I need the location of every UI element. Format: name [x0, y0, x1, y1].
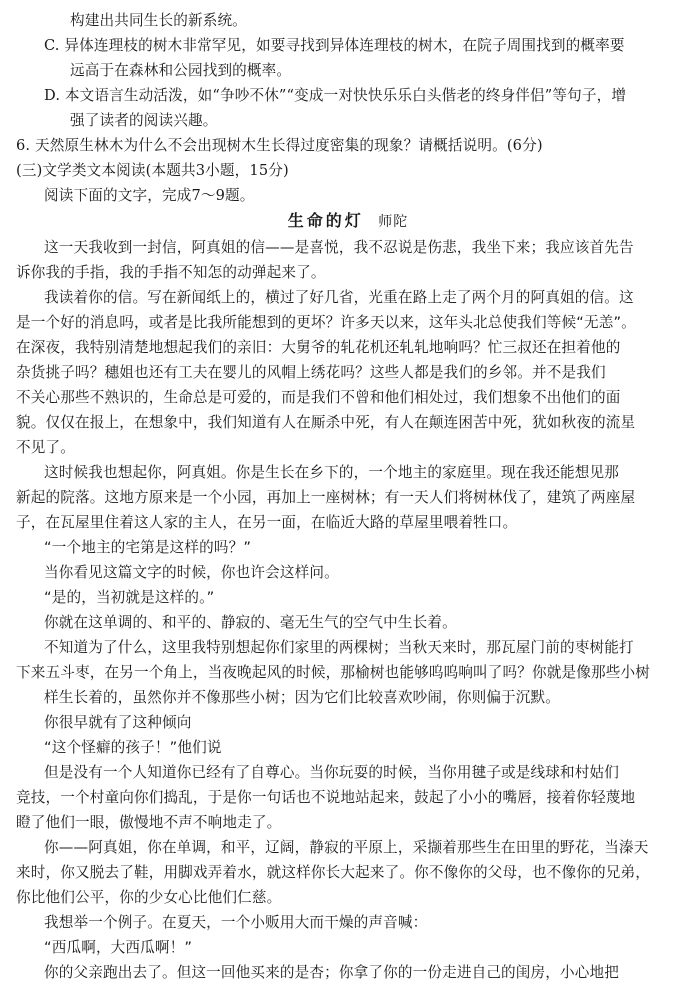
option-b-continuation: 构建出共同生长的新系统。	[70, 12, 247, 29]
article-line: 是一个好的消息吗，或者是比我所能想到的更坏？许多天以来，这年头北总使我们等候“无恙”。	[16, 314, 636, 331]
article-title: 生命的灯	[287, 211, 364, 230]
article-line: 诉你我的手指，我的手指不知怎的动弹起来了。	[16, 264, 326, 281]
article-line: 新起的院落。这地方原来是一个小园，再加上一座树林；有一天人们将树林伐了，建筑了两座屋	[16, 489, 636, 506]
option-c-line-1: C. 异体连理枝的树木非常罕见，如要寻找到异体连理枝的树木，在院子周围找到的概率要	[44, 37, 625, 54]
article-line: 瞪了他们一眼，傲慢地不声不响地走了。	[16, 814, 282, 831]
article-line: “一个地主的宅第是这样的吗？”	[44, 539, 252, 556]
article-line: “这个怪癖的孩子！”他们说	[44, 739, 222, 756]
question-6: 6. 天然原生林木为什么不会出现树木生长得过度密集的现象？请概括说明。(6分)	[16, 137, 543, 154]
article-line: 但是没有一个人知道你已经有了自尊心。当你玩耍的时候，当你用毽子或是线球和村姑们	[44, 764, 620, 781]
article-line: 不知道为了什么，这里我特别想起你们家里的两棵树；当秋天来时，那瓦屋门前的枣树能打	[44, 639, 634, 656]
article-line: 当你看见这篇文字的时候，你也许会这样问。	[44, 564, 339, 581]
article-line: 我想举一个例子。在夏天，一个小贩用大而干燥的声音喊：	[44, 914, 428, 931]
article-line: “西瓜啊，大西瓜啊！”	[44, 939, 193, 956]
section-3-instruction: 阅读下面的文字，完成7～9题。	[44, 187, 255, 204]
article-line: 这时候我也想起你，阿真姐。你是生长在乡下的，一个地主的家庭里。现在我还能想见那	[44, 464, 620, 481]
article-line: 貌。仅仅在报上，在想象中，我们知道有人在厮杀中死，有人在颠连困苦中死，犹如秋夜的流星	[16, 414, 636, 431]
article-author: 师陀	[378, 214, 409, 230]
article-line: 你比他们公平，你的少女心比他们仁慈。	[16, 889, 282, 906]
article-line: “是的，当初就是这样的。”	[44, 589, 215, 606]
article-line: 子，在瓦屋里住着这人家的主人，在另一面，在临近大路的草屋里喂着牲口。	[16, 514, 518, 531]
article-line: 在深夜，我特别清楚地想起我们的亲旧：大舅爷的轧花机还轧轧地响吗？忙三叔还在担着他的	[16, 339, 621, 356]
article-body	[16, 235, 680, 985]
article-line: 我读着你的信。写在新闻纸上的，横过了好几省，光重在路上走了两个月的阿真姐的信。这	[44, 289, 634, 306]
article-line: 来时，你又脱去了鞋，用脚戏弄着水，就这样你长大起来了。你不像你的父母，也不像你的兄弟，	[16, 864, 650, 881]
section-3-heading: (三)文学类文本阅读(本题共3小题，15分)	[16, 162, 289, 179]
article-line: 下来五斗枣，在另一个角上，当夜晚起风的时候，那榆树也能够呜呜响叫了吗？你就是像那些小树	[16, 664, 650, 681]
article-line: 你的父亲跑出去了。但这一回他买来的是杏；你拿了你的一份走进自己的闺房，小心地把	[44, 964, 620, 981]
article-line: 这一天我收到一封信，阿真姐的信——是喜悦，我不忍说是伤悲，我坐下来；我应该首先告	[44, 239, 634, 256]
option-d-line-2: 强了读者的阅读兴趣。	[70, 112, 218, 129]
article-line: 不见了。	[16, 439, 75, 456]
article-line: 你就在这单调的、和平的、静寂的、毫无生气的空气中生长着。	[44, 614, 457, 631]
option-d-line-1: D. 本文语言生动活泼，如“争吵不休”“变成一对快快乐乐白头偕老的终身伴侣”等句子，增	[44, 87, 627, 104]
article-line: 你——阿真姐，你在单调，和平，辽阔，静寂的平原上，采撷着那些生在田里的野花，当溱天	[44, 839, 649, 856]
article-line: 杂货挑子吗？穗姐也还有工夫在婴儿的风帽上绣花吗？这些人都是我们的乡邻。并不是我们	[16, 364, 606, 381]
article-line: 样生长着的，虽然你并不像那些小树；因为它们比较喜欢吵闹，你则偏于沉默。	[44, 689, 561, 706]
article-line: 竞技，一个村童向你们捣乱，于是你一句话也不说地站起来，鼓起了小小的嘴唇，接着你轻蔑地	[16, 789, 636, 806]
article-line: 你很早就有了这种倾向	[44, 714, 192, 731]
article-line: 不关心那些不熟识的，生命总是可爱的，而是我们不曾和他们相处过，我们想象不出他们的面	[16, 389, 621, 406]
option-c-line-2: 远高于在森林和公园找到的概率。	[70, 62, 292, 79]
article-title-row	[16, 208, 680, 235]
